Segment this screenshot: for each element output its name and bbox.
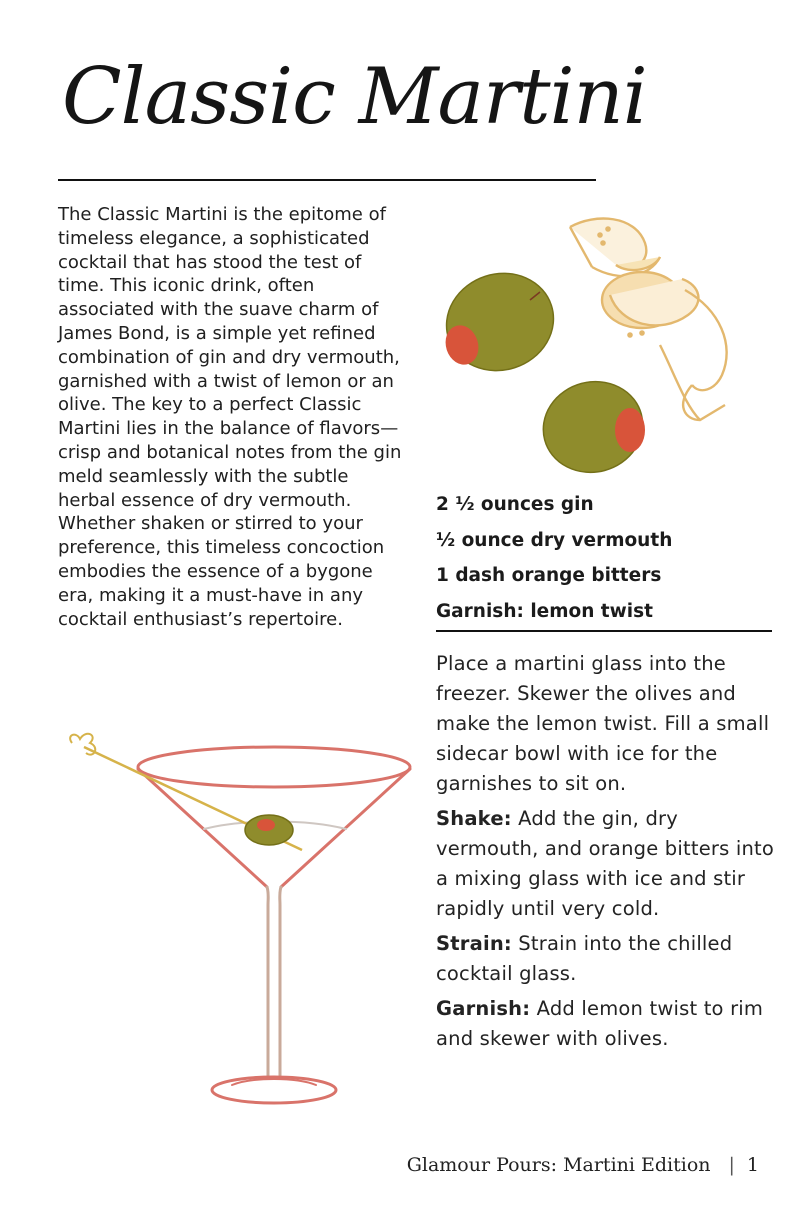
- ingredient-item: Garnish: lemon twist: [436, 600, 653, 622]
- garnish-illustration: [430, 205, 760, 480]
- ingredients-divider: [436, 630, 772, 632]
- book-title: Glamour Pours: Martini Edition: [406, 1154, 711, 1176]
- title-divider: [58, 179, 596, 181]
- olive-icon: [533, 371, 653, 484]
- martini-glass-icon: [62, 725, 422, 1120]
- step-prep: [436, 649, 786, 799]
- intro-paragraph: The Classic Martini is the epitome of timeless elegance, a sophisticated cocktail that has stood the test of time. This iconic drink, often associated with the suave charm of James Bond, is a simple yet refined combination of gin and dry vermouth, garnished with a twist of lemon or an olive. The key to a perfect Classic Martini lies in the balance of flavors—crisp and botanical notes from the gin meld seamlessly with the subtle herbal essence of dry vermouth. Whether shaken or stirred to your preference, this timeless concoction embodies the essence of a bygone era, making it a must-have in any cocktail enthusiast’s repertoire.: [58, 204, 402, 630]
- page-footer: [407, 1154, 759, 1176]
- step-garnish-text: Add lemon twist to rim and skewer with olives.: [436, 997, 764, 1050]
- step-strain: [436, 929, 786, 989]
- olive-icon: [434, 260, 566, 385]
- ingredient-item: 2 ½ ounces gin: [436, 494, 594, 515]
- ingredient-item: 1 dash orange bitters: [436, 565, 662, 586]
- step-garnish: [436, 994, 786, 1054]
- step-shake-text: Add the gin, dry vermouth, and orange bitters into a mixing glass with ice and stir rapidly until very cold.: [436, 807, 775, 920]
- footer-separator: |: [728, 1154, 735, 1176]
- step-garnish-label: Garnish:: [436, 997, 531, 1020]
- step-shake: [436, 804, 786, 924]
- step-prep-text: Place a martini glass into the freezer. Skewer the olives and make the lemon twist. Fill a small sidecar bowl with ice for the garnishes to sit on.: [436, 652, 770, 795]
- instructions: [436, 649, 786, 1059]
- step-strain-label: Strain:: [436, 932, 512, 955]
- ingredient-list: [436, 488, 776, 630]
- ingredient-item: ½ ounce dry vermouth: [436, 529, 673, 551]
- page-title: Classic Martini: [62, 52, 647, 142]
- step-shake-label: Shake:: [436, 807, 512, 830]
- step-strain-text: Strain into the chilled cocktail glass.: [436, 932, 733, 985]
- page-number: 1: [746, 1154, 759, 1176]
